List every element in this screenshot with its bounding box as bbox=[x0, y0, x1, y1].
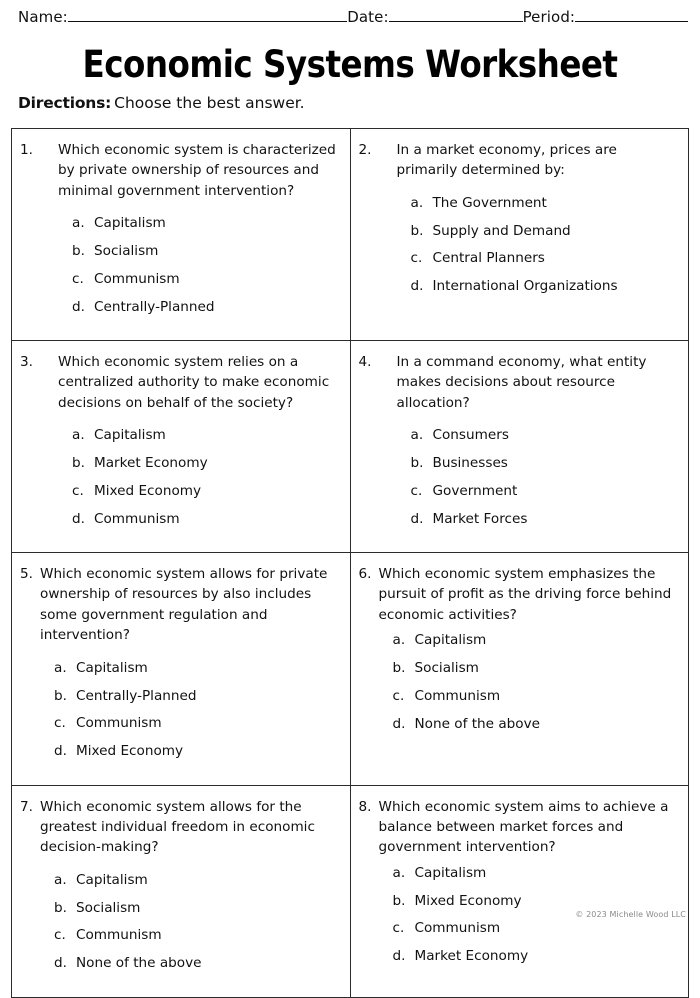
choice-text: Mixed Economy bbox=[94, 482, 202, 499]
name-label: Name: bbox=[18, 8, 68, 26]
choice-list bbox=[20, 214, 340, 316]
choice-letter: b. bbox=[410, 455, 424, 472]
choice-option[interactable] bbox=[393, 659, 679, 677]
choice-text: Market Economy bbox=[414, 948, 529, 965]
choice-letter: b. bbox=[392, 660, 406, 677]
choice-option[interactable] bbox=[54, 899, 340, 917]
choice-letter: b. bbox=[54, 899, 67, 916]
choice-letter: d. bbox=[392, 715, 406, 732]
choice-letter: a. bbox=[54, 659, 67, 676]
table-row bbox=[12, 129, 689, 341]
choice-text: Centrally-Planned bbox=[94, 298, 215, 315]
choice-option[interactable] bbox=[54, 926, 340, 944]
question-number: 8. bbox=[358, 798, 372, 815]
question-text: Which economic system relies on a centralized authority to make economic decisions on behalf of the society? bbox=[58, 354, 330, 411]
choice-text: Socialism bbox=[94, 243, 159, 260]
table-row bbox=[12, 553, 689, 785]
choice-text: None of the above bbox=[414, 715, 541, 732]
choice-letter: a. bbox=[410, 427, 424, 444]
directions bbox=[18, 94, 305, 112]
choice-list bbox=[20, 426, 340, 528]
choice-letter: d. bbox=[72, 298, 85, 315]
choice-text: Socialism bbox=[414, 660, 479, 677]
choice-option[interactable] bbox=[72, 270, 340, 288]
student-info-line bbox=[18, 8, 688, 30]
choice-text: Communism bbox=[76, 927, 162, 944]
choice-option[interactable] bbox=[393, 687, 679, 705]
choice-text: Market Forces bbox=[432, 510, 528, 527]
choice-text: Capitalism bbox=[414, 632, 487, 649]
period-label: Period: bbox=[522, 8, 576, 26]
choice-letter: d. bbox=[410, 510, 424, 527]
choice-text: Communism bbox=[414, 920, 501, 937]
choice-option[interactable] bbox=[393, 631, 679, 649]
directions-text: Choose the best answer. bbox=[114, 94, 305, 112]
question-grid bbox=[11, 128, 689, 998]
choice-text: Government bbox=[432, 482, 518, 499]
choice-letter: d. bbox=[54, 955, 67, 972]
date-input-rule[interactable] bbox=[389, 8, 523, 22]
question-number: 5. bbox=[20, 566, 33, 583]
choice-list bbox=[359, 426, 679, 528]
choice-letter: c. bbox=[54, 927, 66, 944]
question-text: In a command economy, what entity makes decisions about resource allocation? bbox=[396, 354, 647, 411]
choice-option[interactable] bbox=[411, 454, 679, 472]
choice-option[interactable] bbox=[72, 214, 340, 232]
choice-option[interactable] bbox=[72, 298, 340, 316]
choice-text: Capitalism bbox=[94, 215, 166, 232]
choice-text: The Government bbox=[432, 194, 547, 211]
question-number: 7. bbox=[20, 798, 33, 815]
choice-letter: c. bbox=[72, 482, 84, 499]
choice-text: None of the above bbox=[76, 955, 202, 972]
choice-letter: d. bbox=[392, 948, 406, 965]
question-number: 6. bbox=[358, 566, 372, 583]
choice-text: Socialism bbox=[76, 899, 141, 916]
question-cell-3 bbox=[12, 341, 351, 553]
question-cell-7 bbox=[12, 785, 351, 997]
choice-option[interactable] bbox=[411, 277, 679, 295]
choice-option[interactable] bbox=[411, 510, 679, 528]
page-title: Economic Systems Worksheet bbox=[82, 43, 618, 86]
choice-option[interactable] bbox=[393, 864, 679, 882]
choice-text: Communism bbox=[94, 510, 180, 527]
choice-letter: a. bbox=[392, 632, 406, 649]
question-text: In a market economy, prices are primarily determined by: bbox=[396, 142, 617, 179]
question-cell-4 bbox=[350, 341, 689, 553]
choice-text: Communism bbox=[76, 715, 162, 732]
question-number: 2. bbox=[358, 142, 372, 158]
choice-option[interactable] bbox=[411, 194, 679, 212]
choice-text: Mixed Economy bbox=[76, 743, 184, 760]
table-row bbox=[12, 341, 689, 553]
choice-option[interactable] bbox=[393, 947, 679, 965]
choice-letter: b. bbox=[54, 687, 67, 704]
choice-text: Communism bbox=[94, 270, 180, 287]
choice-letter: c. bbox=[410, 250, 423, 267]
choice-text: International Organizations bbox=[432, 278, 618, 295]
question-number: 4. bbox=[358, 354, 372, 371]
choice-text: Centrally-Planned bbox=[76, 687, 197, 704]
question-cell-6 bbox=[350, 553, 689, 785]
question-cell-8 bbox=[350, 785, 689, 997]
choice-letter: d. bbox=[410, 278, 424, 295]
choice-option[interactable] bbox=[72, 426, 340, 444]
choice-letter: d. bbox=[72, 510, 85, 527]
choice-letter: a. bbox=[72, 427, 85, 444]
question-text: Which economic system emphasizes the pursuit of profit as the driving force behind economic activities? bbox=[378, 566, 672, 623]
choice-letter: d. bbox=[54, 743, 67, 760]
choice-option[interactable] bbox=[393, 892, 679, 910]
choice-letter: c. bbox=[392, 920, 405, 937]
question-text: Which economic system allows for the greatest individual freedom in economic decision-making? bbox=[40, 798, 315, 856]
name-input-rule[interactable] bbox=[68, 8, 347, 22]
choice-text: Capitalism bbox=[94, 427, 166, 444]
choice-text: Capitalism bbox=[76, 871, 148, 888]
question-cell-5 bbox=[12, 553, 351, 785]
choice-letter: a. bbox=[392, 864, 406, 881]
directions-label: Directions: bbox=[18, 94, 112, 112]
choice-option[interactable] bbox=[54, 871, 340, 889]
choice-text: Communism bbox=[414, 687, 501, 704]
choice-text: Mixed Economy bbox=[414, 892, 522, 909]
question-number: 1. bbox=[20, 142, 33, 158]
period-input-rule[interactable] bbox=[575, 8, 688, 22]
choice-letter: a. bbox=[54, 871, 67, 888]
choice-option[interactable] bbox=[54, 714, 340, 732]
choice-text: Consumers bbox=[432, 427, 509, 444]
choice-option[interactable] bbox=[411, 249, 679, 267]
date-label: Date: bbox=[347, 8, 389, 26]
question-cell-1 bbox=[12, 129, 351, 341]
choice-letter: c. bbox=[392, 687, 405, 704]
choice-letter: c. bbox=[54, 715, 66, 732]
choice-text: Central Planners bbox=[432, 250, 545, 267]
question-cell-2 bbox=[350, 129, 689, 341]
choice-letter: a. bbox=[72, 215, 85, 232]
choice-option[interactable] bbox=[411, 482, 679, 500]
choice-text: Market Economy bbox=[94, 455, 208, 472]
choice-letter: b. bbox=[72, 243, 85, 260]
choice-option[interactable] bbox=[54, 687, 340, 705]
choice-option[interactable] bbox=[54, 742, 340, 760]
choice-letter: c. bbox=[410, 482, 423, 499]
choice-option[interactable] bbox=[411, 222, 679, 240]
choice-list bbox=[359, 194, 679, 296]
question-number: 3. bbox=[20, 354, 33, 371]
choice-text: Capitalism bbox=[414, 864, 487, 881]
choice-option[interactable] bbox=[72, 242, 340, 260]
choice-list bbox=[359, 631, 679, 733]
choice-letter: b. bbox=[410, 222, 424, 239]
choice-text: Businesses bbox=[432, 455, 508, 472]
choice-list bbox=[20, 871, 340, 973]
choice-list bbox=[20, 659, 340, 761]
table-row bbox=[12, 785, 689, 997]
choice-option[interactable] bbox=[411, 426, 679, 444]
question-text: Which economic system is characterized by private ownership of resources and minimal government intervention? bbox=[58, 142, 336, 199]
choice-letter: b. bbox=[392, 892, 406, 909]
choice-option[interactable] bbox=[54, 954, 340, 972]
choice-text: Supply and Demand bbox=[432, 222, 571, 239]
question-text: Which economic system allows for private ownership of resources by also includes some government regulation and intervention? bbox=[40, 566, 328, 644]
choice-option[interactable] bbox=[72, 482, 340, 500]
choice-letter: b. bbox=[72, 455, 85, 472]
choice-option[interactable] bbox=[72, 454, 340, 472]
choice-option[interactable] bbox=[393, 919, 679, 937]
choice-option[interactable] bbox=[72, 510, 340, 528]
choice-letter: a. bbox=[410, 194, 424, 211]
choice-letter: c. bbox=[72, 270, 84, 287]
question-text: Which economic system aims to achieve a balance between market forces and government intervention? bbox=[378, 798, 669, 856]
copyright-footer: © 2023 Michelle Wood LLC bbox=[575, 910, 686, 919]
choice-option[interactable] bbox=[393, 715, 679, 733]
choice-text: Capitalism bbox=[76, 659, 148, 676]
choice-option[interactable] bbox=[54, 659, 340, 677]
